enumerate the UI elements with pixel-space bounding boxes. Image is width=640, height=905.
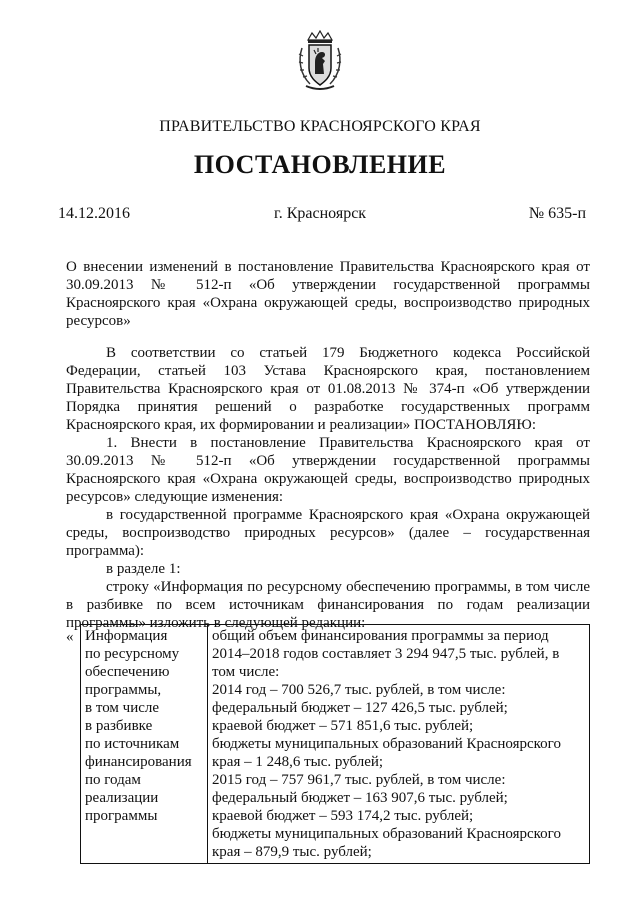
paragraph: в разделе 1:: [106, 561, 181, 577]
label-line: по ресурсному: [85, 646, 180, 662]
coat-of-arms-icon: [296, 30, 344, 92]
label-line: в том числе: [85, 700, 160, 716]
label-line: обеспечению: [85, 664, 170, 680]
document-title: ПОСТАНОВЛЕНИЕ: [193, 150, 447, 179]
value-line: краевой бюджет – 593 174,2 тыс. рублей;: [212, 808, 474, 824]
label-line: программы: [85, 808, 158, 824]
value-line: общий объем финансирования программы за период 2014–2018 годов составляет 3 294 947,5 тыс. рублей, в том числе:: [212, 628, 560, 680]
paragraph: В соответствии со статьей 179 Бюджетного кодекса Российской Федерации, статьей 103 Устава Красноярского края, постановлением Правительства Красноярского края от 01.08.2013 № 374-п «Об утверждении Порядка принятия решений о разработке государственных программ Красноярского края, их формировании и реализации» ПОСТАНОВЛЯЮ:: [66, 345, 590, 433]
government-name: ПРАВИТЕЛЬСТВО КРАСНОЯРСКОГО КРАЯ: [159, 118, 481, 135]
value-line: 2015 год – 757 961,7 тыс. рублей, в том числе:: [212, 772, 506, 788]
label-line: по источникам: [85, 736, 180, 752]
table-cell-label: [81, 625, 208, 864]
value-line: бюджеты муниципальных образований Красноярского края – 1 248,6 тыс. рублей;: [212, 736, 561, 770]
label-line: реализации: [85, 790, 159, 806]
paragraph: строку «Информация по ресурсному обеспечению программы, в том числе в разбивке по всем источникам финансирования по годам реализации программы» изложить в следующей редакции:: [66, 579, 590, 631]
table-row: [81, 625, 590, 864]
label-line: программы,: [85, 682, 162, 698]
quote-mark: «: [66, 629, 74, 645]
value-line: 2014 год – 700 526,7 тыс. рублей, в том числе:: [212, 682, 506, 698]
document-city: г. Красноярск: [273, 205, 367, 222]
document-date: 14.12.2016: [58, 205, 130, 222]
resource-table: [80, 624, 590, 864]
label-line: Информация: [85, 628, 168, 644]
label-line: в разбивке: [85, 718, 153, 734]
value-line: федеральный бюджет – 127 426,5 тыс. рублей;: [212, 700, 508, 716]
table-cell-value: [208, 625, 590, 864]
document-body: [66, 344, 590, 632]
value-line: федеральный бюджет – 163 907,6 тыс. рублей;: [212, 790, 508, 806]
document-number: № 635-п: [528, 205, 586, 222]
value-line: бюджеты муниципальных образований Красноярского края – 879,9 тыс. рублей;: [212, 826, 561, 860]
paragraph: 1. Внести в постановление Правительства Красноярского края от 30.09.2013 № 512-п «Об утверждении государственной программы Красноярского края «Охрана окружающей среды, воспроизводство природных ресурсов» следующие изменения:: [66, 435, 590, 505]
value-line: краевой бюджет – 571 851,6 тыс. рублей;: [212, 718, 474, 734]
label-line: финансирования: [85, 754, 192, 770]
document-subject: О внесении изменений в постановление Правительства Красноярского края от 30.09.2013 № 512-п «Об утверждении государственной программы Красноярского края «Охрана окружающей среды, воспроизводство природных ресурсов»: [66, 259, 590, 329]
paragraph: в государственной программе Красноярского края «Охрана окружающей среды, воспроизводство природных ресурсов» (далее – государственная программа):: [66, 507, 590, 559]
label-line: по годам: [85, 772, 141, 788]
